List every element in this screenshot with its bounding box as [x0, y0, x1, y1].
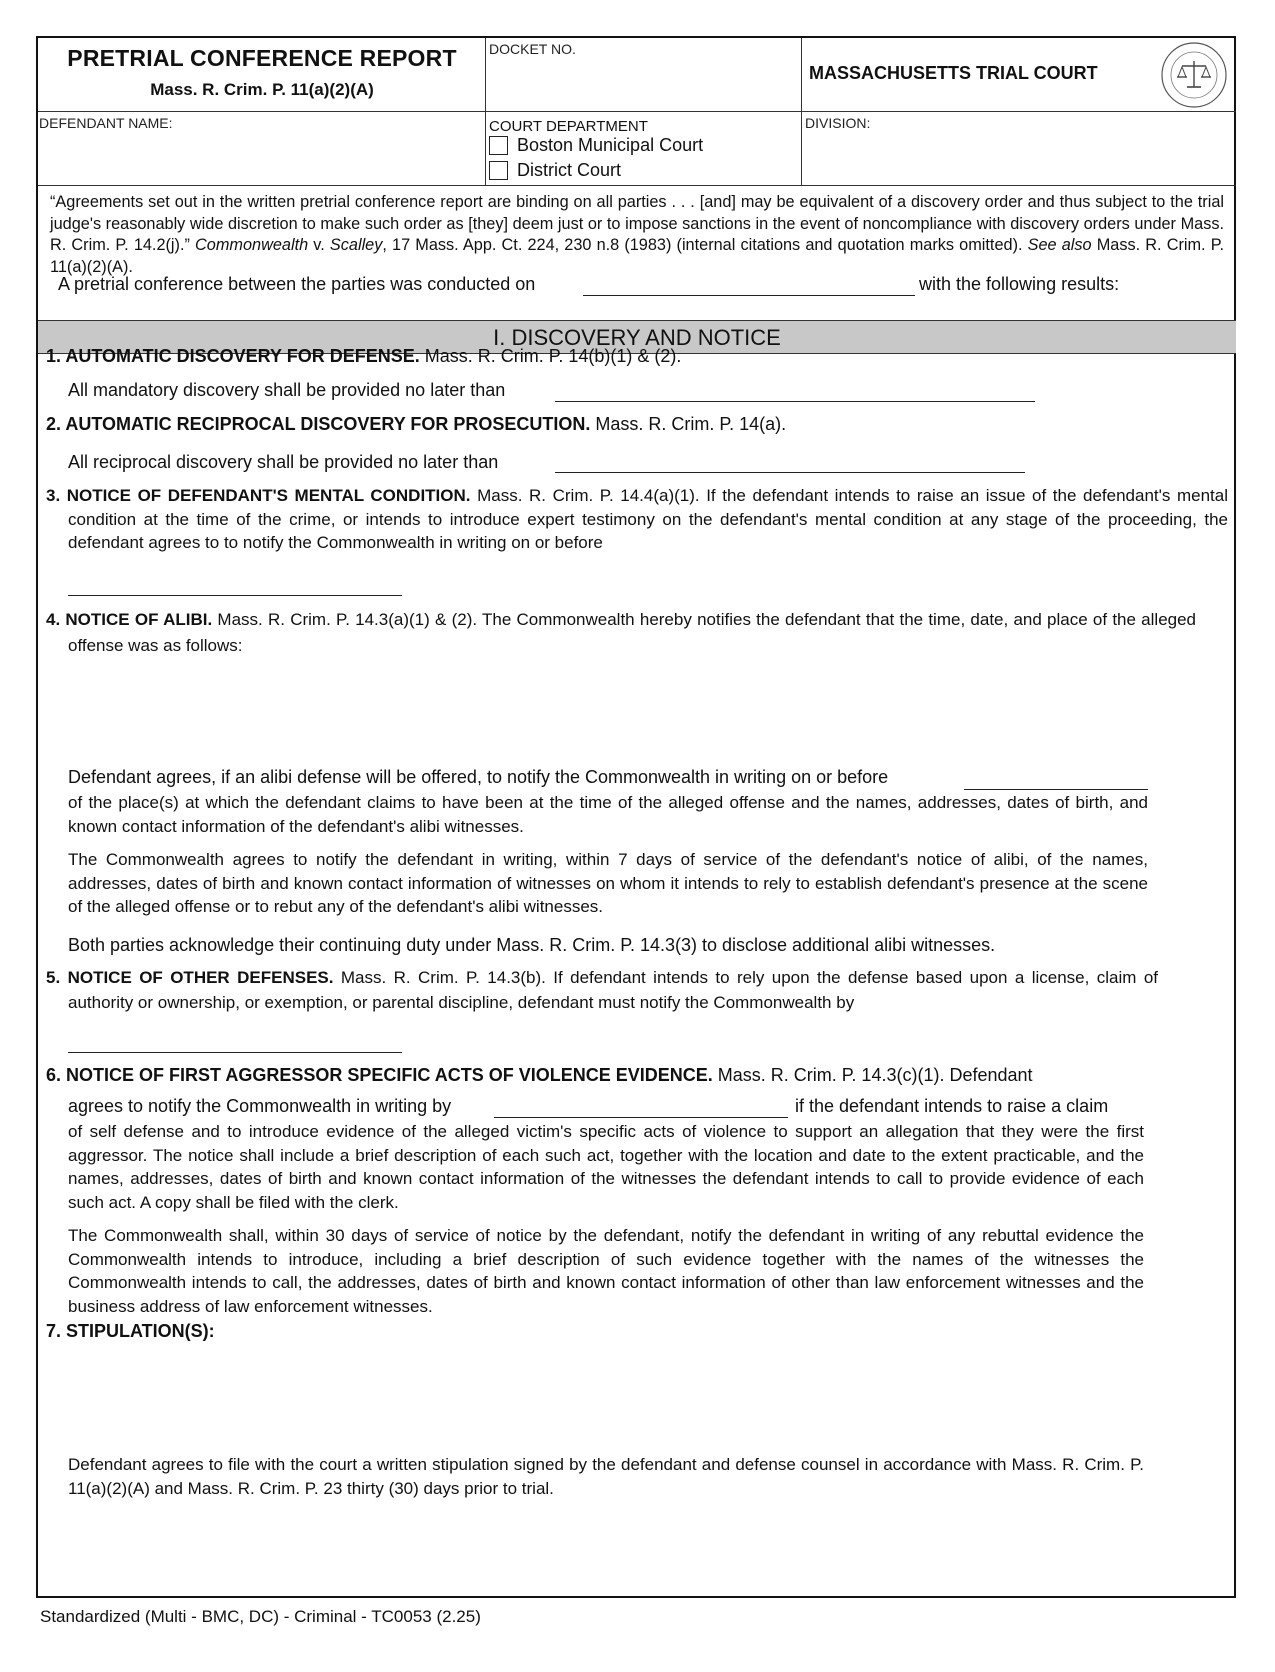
alibi-notice-date-line[interactable] — [964, 789, 1148, 790]
form-subtitle: Mass. R. Crim. P. 11(a)(2)(A) — [150, 80, 374, 99]
defendant-label: DEFENDANT NAME: — [39, 115, 173, 131]
item-4-p1a: Defendant agrees, if an alibi defense will be offered, to notify the Commonwealth in writing on or before — [68, 767, 889, 787]
item-2-text: All reciprocal discovery shall be provided no later than — [68, 452, 499, 472]
item-3-paragraph — [46, 484, 1228, 555]
item-1-heading — [46, 346, 681, 367]
bmc-checkbox[interactable] — [489, 136, 508, 155]
item-4-text: Mass. R. Crim. P. 14.3(a)(1) & (2). The Commonwealth hereby notifies the defendant that the time, date, and place of the alleged offense was as follows: — [68, 610, 1197, 655]
item-3-title: 3. NOTICE OF DEFENDANT'S MENTAL CONDITION. — [46, 486, 471, 505]
see-also-cite: Mass. R. Crim. P. 11(a)(2)(A). — [50, 236, 1224, 277]
division-label: DIVISION: — [805, 115, 871, 131]
district-label: District Court — [517, 160, 622, 180]
case-citation: , 17 Mass. App. Ct. 224, 230 n.8 (1983) (internal citations and quotation marks omitted). — [382, 236, 1028, 255]
item-4-p2: The Commonwealth agrees to notify the defendant in writing, within 7 days of service of the defendant's notice of alibi, of the names, addresses, dates of birth and known contact information of witnesses on whom it intends to rely to establish defendant's presence at the scene of the alleged offense or to rebut any of the defendant's alibi witnesses. — [68, 850, 1148, 916]
item-7-text: Defendant agrees to file with the court a written stipulation signed by the defendant and defense counsel in accordance with Mass. R. Crim. P. 11(a)(2)(A) and Mass. R. Crim. P. 23 thirty (30) days prior to trial. — [68, 1455, 1144, 1498]
item-6-p1b: if the defendant intends to raise a claim — [795, 1096, 1109, 1116]
court-seal-icon — [1160, 41, 1228, 109]
item-3-text: Mass. R. Crim. P. 14.4(a)(1). If the defendant intends to raise an issue of the defendant's mental condition at the time of the crime, or intends to introduce expert testimony on the defendant's mental condition at any stage of the proceeding, the defendant agrees to to notify the Commonwealth in writing on or before — [68, 486, 1228, 552]
reciprocal-discovery-date-line[interactable] — [555, 472, 1025, 473]
defendant-name-field[interactable] — [38, 112, 486, 186]
item-1-title: 1. AUTOMATIC DISCOVERY FOR DEFENSE. — [46, 346, 420, 366]
docket-label: DOCKET NO. — [489, 41, 576, 57]
item-4-p1b: of the place(s) at which the defendant claims to have been at the time of the alleged offense and the names, addresses, dates of birth, and known contact information of the defendant's alibi witnesses. — [68, 793, 1148, 836]
discovery-date-line[interactable] — [555, 401, 1035, 402]
item-6-p1c: of self defense and to introduce evidence of the alleged victim's specific acts of violence to support an allegation that they were the first aggressor. The notice shall include a brief description of each such act, together with the location and date to the extent practicable, and the names, addresses, dates of birth and known contact information of the witnesses the defendant intends to call to provide evidence of each such act. A copy shall be filed with the clerk. — [68, 1122, 1144, 1212]
other-defenses-date-line[interactable] — [68, 1052, 402, 1053]
intro-quotation — [50, 192, 1224, 279]
item-4-p3: Both parties acknowledge their continuing duty under Mass. R. Crim. P. 14.3(3) to disclose additional alibi witnesses. — [68, 935, 996, 955]
dept-option-bmc[interactable] — [489, 135, 703, 156]
item-2-rule: Mass. R. Crim. P. 14(a). — [590, 414, 787, 434]
section-discovery-notice: I. DISCOVERY AND NOTICE — [38, 320, 1236, 354]
first-aggressor-date-line[interactable] — [494, 1117, 788, 1118]
item-4-title: 4. NOTICE OF ALIBI. — [46, 610, 213, 629]
see-also: See also — [1027, 236, 1092, 255]
form-title: PRETRIAL CONFERENCE REPORT — [67, 45, 457, 71]
court-department-cell — [486, 112, 802, 186]
item-4-paragraph — [46, 607, 1196, 659]
conducted-text-b: with the following results: — [919, 274, 1120, 294]
item-6-p2: The Commonwealth shall, within 30 days of service of notice by the defendant, notify the defendant in writing of any rebuttal evidence the Commonwealth intends to introduce, including a brief description of such evidence together with the names of the witnesses the Commonwealth intends to call, the addresses, dates of birth and known contact information of other than law enforcement witnesses and the business address of law enforcement witnesses. — [68, 1226, 1144, 1316]
case-name-a: Commonwealth — [195, 236, 309, 255]
item-6-rule: Mass. R. Crim. P. 14.3(c)(1). Defendant — [712, 1065, 1033, 1085]
mental-condition-date-line[interactable] — [68, 595, 402, 596]
item-1-text: All mandatory discovery shall be provided no later than — [68, 380, 506, 400]
item-6-title: 6. NOTICE OF FIRST AGGRESSOR SPECIFIC ACTS OF VIOLENCE EVIDENCE. — [46, 1065, 713, 1085]
item-7-title: 7. STIPULATION(S): — [46, 1321, 215, 1341]
case-name-b: Scalley — [329, 236, 383, 255]
item-5-text: Mass. R. Crim. P. 14.3(b). If defendant intends to rely upon the defense based upon a license, claim of authority or ownership, or exemption, or parental discipline, defendant must notify the Commonwealth by — [68, 968, 1159, 1012]
item-2-heading — [46, 414, 786, 435]
dept-option-district[interactable] — [489, 160, 621, 181]
title-cell — [38, 38, 486, 112]
pretrial-conference-form — [36, 36, 1236, 1598]
court-name: MASSACHUSETTS TRIAL COURT — [809, 63, 1098, 83]
court-department-label: COURT DEPARTMENT — [489, 118, 648, 135]
form-footer: Standardized (Multi - BMC, DC) - Criminal - TC0053 (2.25) — [40, 1607, 481, 1626]
division-field[interactable] — [802, 112, 1236, 186]
district-checkbox[interactable] — [489, 161, 508, 180]
bmc-label: Boston Municipal Court — [517, 135, 704, 155]
item-5-paragraph — [46, 965, 1158, 1015]
conference-date-line[interactable] — [583, 295, 915, 296]
item-7-heading — [46, 1321, 215, 1342]
item-1-rule: Mass. R. Crim. P. 14(b)(1) & (2). — [419, 346, 682, 366]
case-v: v. — [308, 236, 330, 255]
quote-text: “Agreements set out in the written pretrial conference report are binding on all parties . . . [and] may be equivalent of a discovery order and thus subject to the trial judge's reasonably wide discretion to make such order as [they] deem just or to impose sanctions in the event of noncompliance with discovery orders under Mass. R. Crim. P. 14.2(j).” — [50, 193, 1224, 255]
item-6-p1a: agrees to notify the Commonwealth in writing by — [68, 1096, 452, 1116]
court-cell — [802, 38, 1236, 112]
conducted-text-a: A pretrial conference between the parties was conducted on — [58, 274, 536, 294]
item-2-title: 2. AUTOMATIC RECIPROCAL DISCOVERY FOR PROSECUTION. — [46, 414, 591, 434]
item-6-heading — [46, 1065, 1033, 1086]
docket-number-field[interactable] — [486, 38, 802, 112]
item-5-title: 5. NOTICE OF OTHER DEFENSES. — [46, 968, 334, 987]
